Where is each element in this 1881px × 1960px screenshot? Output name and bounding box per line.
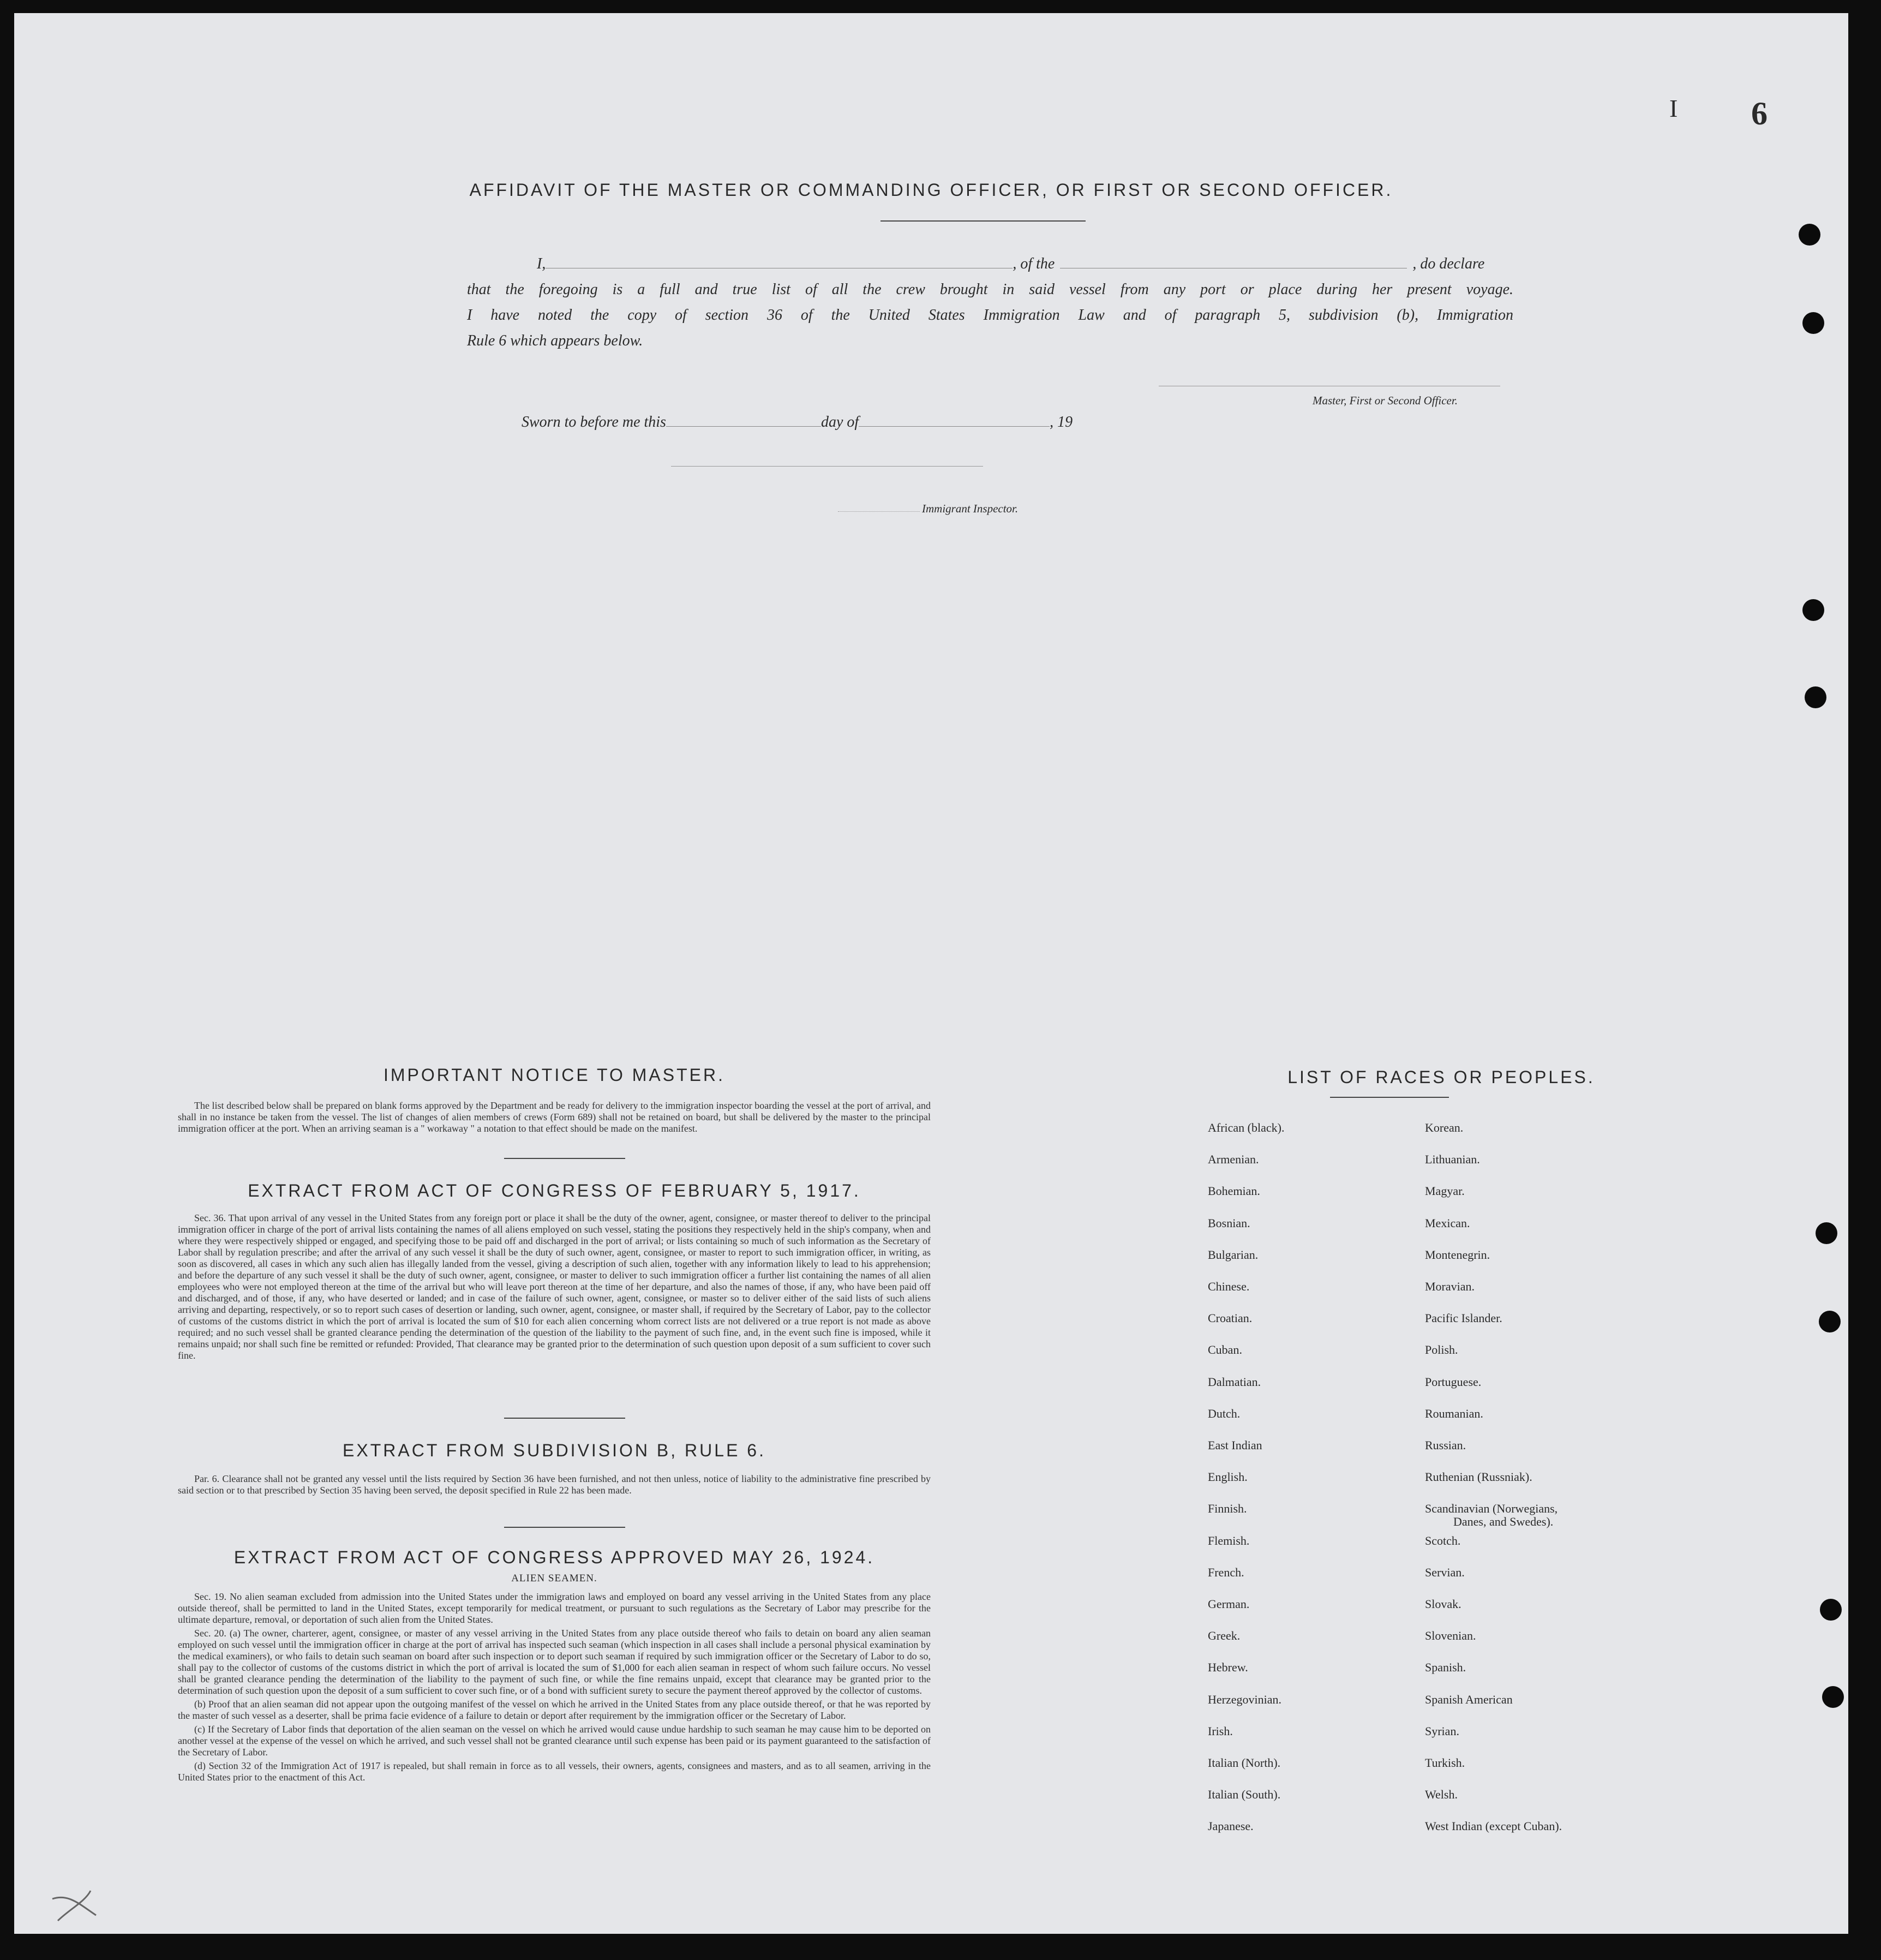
extract3-sec20b: (b) Proof that an alien seaman did not appear upon the outgoing manifest of the vessel on which he arrived in the United States from any place outside thereof, or that he was reported by the master of such vessel as a deserter, shall be prima facie evidence of a failure to detain or deport after requirement by the immigration officer or the Secretary of Labor. <box>178 1699 931 1721</box>
inspector-dotted-lead <box>838 511 920 512</box>
race-item: Spanish. <box>1425 1660 1466 1675</box>
races-title: LIST OF RACES OR PEOPLES. <box>1287 1067 1595 1087</box>
extract2-divider <box>504 1527 625 1528</box>
race-item: Italian (North). <box>1208 1756 1281 1770</box>
race-item: Italian (South). <box>1208 1788 1281 1802</box>
race-item: Ruthenian (Russniak). <box>1425 1470 1532 1484</box>
signature-caption: Master, First or Second Officer. <box>1313 394 1458 407</box>
extract3-sec19: Sec. 19. No alien seaman excluded from admission into the United States under the immigration laws and employed on board any vessel arriving in the United States from any place outside thereof, shall be permitted to land in the United States, except temporarily for medical treatment, or pursuant to such regulations as the Secretary of Labor may prescribe for the ultimate departure, removal, or deportation of such alien from the United States. <box>178 1591 931 1625</box>
binder-hole-icon <box>1805 686 1826 708</box>
inspector-signature-line <box>671 466 983 467</box>
race-item: Japanese. <box>1208 1819 1254 1833</box>
race-item: Dalmatian. <box>1208 1375 1261 1389</box>
race-item: Russian. <box>1425 1438 1466 1452</box>
race-item: Portuguese. <box>1425 1375 1482 1389</box>
race-item: Slovenian. <box>1425 1629 1476 1643</box>
race-item: Pacific Islander. <box>1425 1311 1502 1325</box>
race-item: Bulgarian. <box>1208 1247 1259 1262</box>
binder-hole-icon <box>1799 224 1820 246</box>
page-mark-1: I <box>1669 94 1678 122</box>
binder-hole-icon <box>1820 1599 1842 1621</box>
race-item: Slovak. <box>1425 1597 1461 1611</box>
race-item: Croatian. <box>1208 1311 1253 1325</box>
race-item: Finnish. <box>1208 1502 1247 1516</box>
pencil-mark-icon <box>47 1883 107 1926</box>
affidavit-line-3: I have noted the copy of section 36 of the United States Immigration Law and of paragraph 5, subdivision (b), Immigration <box>467 307 1513 324</box>
race-item: Scandinavian (Norwegians, <box>1425 1502 1558 1516</box>
affidavit-line1-start: I, <box>537 255 546 272</box>
race-item: French. <box>1208 1565 1244 1579</box>
binder-hole-icon <box>1802 599 1824 621</box>
sworn-month-blank[interactable] <box>859 426 1050 427</box>
race-item: Cuban. <box>1208 1343 1242 1357</box>
binder-hole-icon <box>1819 1311 1841 1332</box>
sworn-text-b: day of <box>820 414 859 431</box>
extract3-sec20d: (d) Section 32 of the Immigration Act of 1917 is repealed, but shall remain in force as to all vessels, their owners, agents, consignees and masters, and as to all seamen, arriving in the United States prior to the enactment of this Act. <box>178 1760 931 1783</box>
race-item: African (black). <box>1208 1121 1285 1134</box>
page-mark-2: 6 <box>1751 95 1768 132</box>
race-item: Servian. <box>1425 1565 1465 1579</box>
race-item: West Indian (except Cuban). <box>1425 1819 1562 1833</box>
race-item: Turkish. <box>1425 1756 1465 1770</box>
affidavit-line1-mid: , of the <box>1013 255 1055 272</box>
race-item: Bosnian. <box>1208 1216 1250 1230</box>
extract3-sec20a: Sec. 20. (a) The owner, charterer, agent, consignee, or master of any vessel arriving in the United States from any place outside thereof who fails to detain on board any alien seaman employed on such vessel until the immigration officer in charge at the port of arrival has inspected such seaman (which inspection in all cases shall include a personal physical examination by the medical examiners), or who fails to detain such seaman on board after such inspection or to deport such seaman if required by such immigration officer or the Secretary of Labor to do so, shall pay to the collector of customs of the customs district in which the port of arrival is located the sum of $1,000 for each alien seaman in respect of whom such failure occurs. No vessel shall be granted clearance pending the determination of the liability to the payment of such fine, or while the fine remains unpaid, except that clearance may be granted prior to the determination of such question upon the deposit of a sum sufficient to cover such fine, or of a bond with sufficient surety to secure the payment thereof approved by the collector of customs. <box>178 1628 931 1696</box>
sworn-line <box>522 414 1073 431</box>
affidavit-line-2: that the foregoing is a full and true list of all the crew brought in said vessel from any port or place during her present voyage. <box>467 281 1513 298</box>
notice-divider <box>504 1158 625 1159</box>
race-item: Scotch. <box>1425 1533 1461 1547</box>
race-item: Irish. <box>1208 1724 1233 1738</box>
binder-hole-icon <box>1802 312 1824 334</box>
race-item: Magyar. <box>1425 1184 1465 1198</box>
race-item-continuation: Danes, and Swedes). <box>1453 1515 1554 1529</box>
race-item: Montenegrin. <box>1425 1247 1490 1262</box>
race-item: Lithuanian. <box>1425 1152 1480 1167</box>
race-item: Hebrew. <box>1208 1660 1248 1675</box>
extract3-subtitle: ALIEN SEAMEN. <box>511 1573 597 1584</box>
extract2-title: EXTRACT FROM SUBDIVISION B, RULE 6. <box>343 1441 766 1460</box>
affidavit-line1-end: , do declare <box>1412 255 1485 272</box>
extract1-title: EXTRACT FROM ACT OF CONGRESS OF FEBRUARY 5, 1917. <box>248 1181 861 1200</box>
sworn-day-blank[interactable] <box>666 426 821 427</box>
extract3-body <box>178 1591 931 1783</box>
race-item: Flemish. <box>1208 1533 1250 1547</box>
notice-title: IMPORTANT NOTICE TO MASTER. <box>384 1065 725 1085</box>
notice-body: The list described below shall be prepared on blank forms approved by the Department and be ready for delivery to the immigration inspector boarding the vessel at the port of arrival, and shall in no instance be taken from the vessel. The list of changes of alien members of crews (Form 689) shall not be retained on board, but shall be delivered by the master to the principal immigration officer at the port. When an arriving seaman is a " workaway " a notation to that effect should be made on the manifest. <box>178 1100 931 1134</box>
extract3-sec20c: (c) If the Secretary of Labor finds that deportation of the alien seaman on the vessel on which he arrived would cause undue hardship to such seaman he may cause him to be deported on another vessel at the expense of the vessel on which he arrived, and such vessel shall not be granted clearance until such expense has been paid or its payment guaranteed to the satisfaction of the Secretary of Labor. <box>178 1724 931 1758</box>
race-item: Dutch. <box>1208 1406 1241 1420</box>
race-item: Polish. <box>1425 1343 1458 1357</box>
extract1-divider <box>504 1418 625 1419</box>
affidavit-line-1 <box>467 251 1513 277</box>
race-item: Herzegovinian. <box>1208 1692 1281 1706</box>
inspector-caption: Immigrant Inspector. <box>922 502 1019 515</box>
race-item: Armenian. <box>1208 1152 1259 1167</box>
document-page <box>14 13 1848 1934</box>
extract3-title: EXTRACT FROM ACT OF CONGRESS APPROVED MAY 26, 1924. <box>233 1547 875 1567</box>
race-item: East Indian <box>1208 1438 1262 1452</box>
race-item: German. <box>1208 1597 1250 1611</box>
sworn-text-a: Sworn to before me this <box>522 414 666 431</box>
affidavit-title: AFFIDAVIT OF THE MASTER OR COMMANDING OFFICER, OR FIRST OR SECOND OFFICER. <box>469 180 1393 200</box>
race-item: Chinese. <box>1208 1280 1250 1293</box>
affidavit-body <box>467 251 1513 354</box>
binder-hole-icon <box>1822 1686 1844 1708</box>
page-edge <box>1848 0 1881 1960</box>
race-item: Korean. <box>1425 1121 1464 1134</box>
race-item: Syrian. <box>1425 1724 1459 1738</box>
extract2-body: Par. 6. Clearance shall not be granted any vessel until the lists required by Section 36 have been furnished, and not then unless, notice of liability to the administrative fine prescribed by said section or to that prescribed by Section 35 having been served, the deposit specified in Rule 22 has been made. <box>178 1473 931 1496</box>
race-item: Moravian. <box>1425 1280 1475 1293</box>
race-item: Greek. <box>1208 1629 1241 1643</box>
title-divider <box>880 220 1086 222</box>
affidavit-line-4: Rule 6 which appears below. <box>467 332 643 349</box>
races-divider <box>1330 1097 1449 1098</box>
binder-hole-icon <box>1816 1222 1837 1244</box>
sworn-text-c: , 19 <box>1050 414 1073 431</box>
race-item: Roumanian. <box>1425 1406 1483 1420</box>
race-item: Welsh. <box>1425 1788 1458 1802</box>
extract1-body: Sec. 36. That upon arrival of any vessel in the United States from any foreign port or place it shall be the duty of the owner, agent, consignee, or master thereof to deliver to the principal immigration officer in charge of the port of arrival lists containing the names of all aliens employed on such vessel, stating the positions they respectively held in the ship's company, when and where they were respectively shipped or engaged, and specifying those to be paid off and discharged in the port of arrival; or lists containing so much of such information as the Secretary of Labor shall by regulation prescribe; and after the arrival of any such vessel it shall be the duty of such owner, agent, consignee, or master to report to such immigration officer, in writing, as soon as discovered, all cases in which any such alien has illegally landed from the vessel, giving a description of such alien, together with any information likely to lead to his apprehension; and before the departure of any such vessel it shall be the duty of such owner, agent, consignee, or master to deliver to such immigration officer a further list containing the names of all alien employees who were not employed thereon at the time of the arrival but who will leave port thereon at the time of her departure, and also the names of those, if any, who have been paid off and discharged, and of those, if any, who have deserted or landed; and in case of the failure of such owner, agent, consignee, or master so to deliver either of the said lists of such aliens arriving and departing, respectively, or so to report such cases of desertion or landing, such owner, agent, consignee, or master shall, if required by the Secretary of Labor, pay to the collector of customs of the customs district in which the port of arrival is located the sum of $10 for each alien concerning whom correct lists are not delivered or a true report is not made as above required; and no such vessel shall be granted clearance pending the determination of the question of the liability to the payment of such fine, and, in the event such fine is imposed, while it remains unpaid; nor shall such fine be remitted or refunded: Provided, That clearance may be granted prior to the determination of such question upon deposit of a sum sufficient to cover such fine. <box>178 1212 931 1361</box>
race-item: English. <box>1208 1470 1248 1484</box>
race-item: Mexican. <box>1425 1216 1470 1230</box>
race-item: Bohemian. <box>1208 1184 1260 1198</box>
race-item: Spanish American <box>1425 1692 1513 1706</box>
